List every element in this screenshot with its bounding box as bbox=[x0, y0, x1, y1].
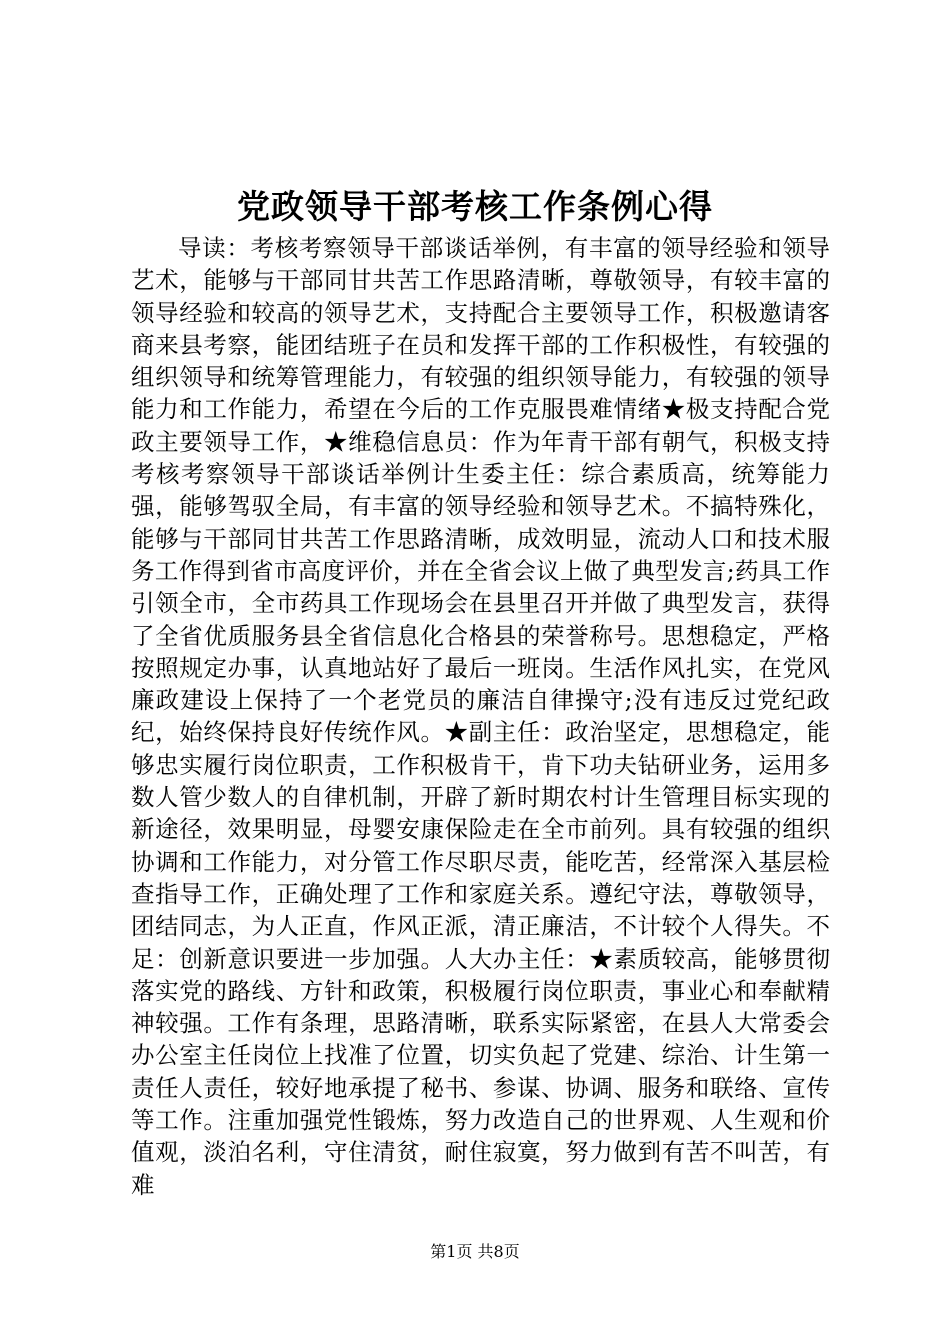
document-title: 党政领导干部考核工作条例心得 bbox=[237, 187, 713, 226]
document-body: 导读：考核考察领导干部谈话举例，有丰富的领导经验和领导艺术，能够与干部同甘共苦工作思路清晰，尊敬领导，有较丰富的领导经验和较高的领导艺术，支持配合主要领导工作，积极邀请客商来县考察，能团结班子在员和发挥干部的工作积极性，有较强的组织领导和统筹管理能力，有较强的组织领导能力，有较强的领导能力和工作能力，希望在今后的工作克服畏难情绪★极支持配合党政主要领导工作，★维稳信息员：作为年青干部有朝气，积极支持考核考察领导干部谈话举例计生委主任：综合素质高，统筹能力强，能够驾驭全局，有丰富的领导经验和领导艺术。不搞特殊化，能够与干部同甘共苦工作思路清晰，成效明显，流动人口和技术服务工作得到省市高度评价，并在全省会议上做了典型发言;药具工作引领全市，全市药具工作现场会在县里召开并做了典型发言，获得了全省优质服务县全省信息化合格县的荣誉称号。思想稳定，严格按照规定办事，认真地站好了最后一班岗。生活作风扎实，在党风廉政建设上保持了一个老党员的廉洁自律操守;没有违反过党纪政纪，始终保持良好传统作风。★副主任：政治坚定，思想稳定，能够忠实履行岗位职责，工作积极肯干，肯下功夫钻研业务，运用多数人管少数人的自律机制，开辟了新时期农村计生管理目标实现的新途径，效果明显，母婴安康保险走在全市前列。具有较强的组织协调和工作能力，对分管工作尽职尽责，能吃苦，经常深入基层检查指导工作，正确处理了工作和家庭关系。遵纪守法，尊敬领导，团结同志，为人正直，作风正派，清正廉洁，不计较个人得失。不足：创新意识要进一步加强。人大办主任：★素质较高，能够贯彻落实党的路线、方针和政策，积极履行岗位职责，事业心和奉献精神较强。工作有条理，思路清晰，联系实际紧密，在县人大常委会办公室主任岗位上找准了位置，切实负起了党建、综治、计生第一责任人责任，较好地承提了秘书、参谋、协调、服务和联络、宣传等工作。注重加强党性锻炼，努力改造自己的世界观、人生观和价值观，淡泊名利，守住清贫，耐住寂寞，努力做到有苦不叫苦，有难 bbox=[131, 234, 830, 1199]
page-number-footer: 第1页 共8页 bbox=[430, 1242, 520, 1261]
